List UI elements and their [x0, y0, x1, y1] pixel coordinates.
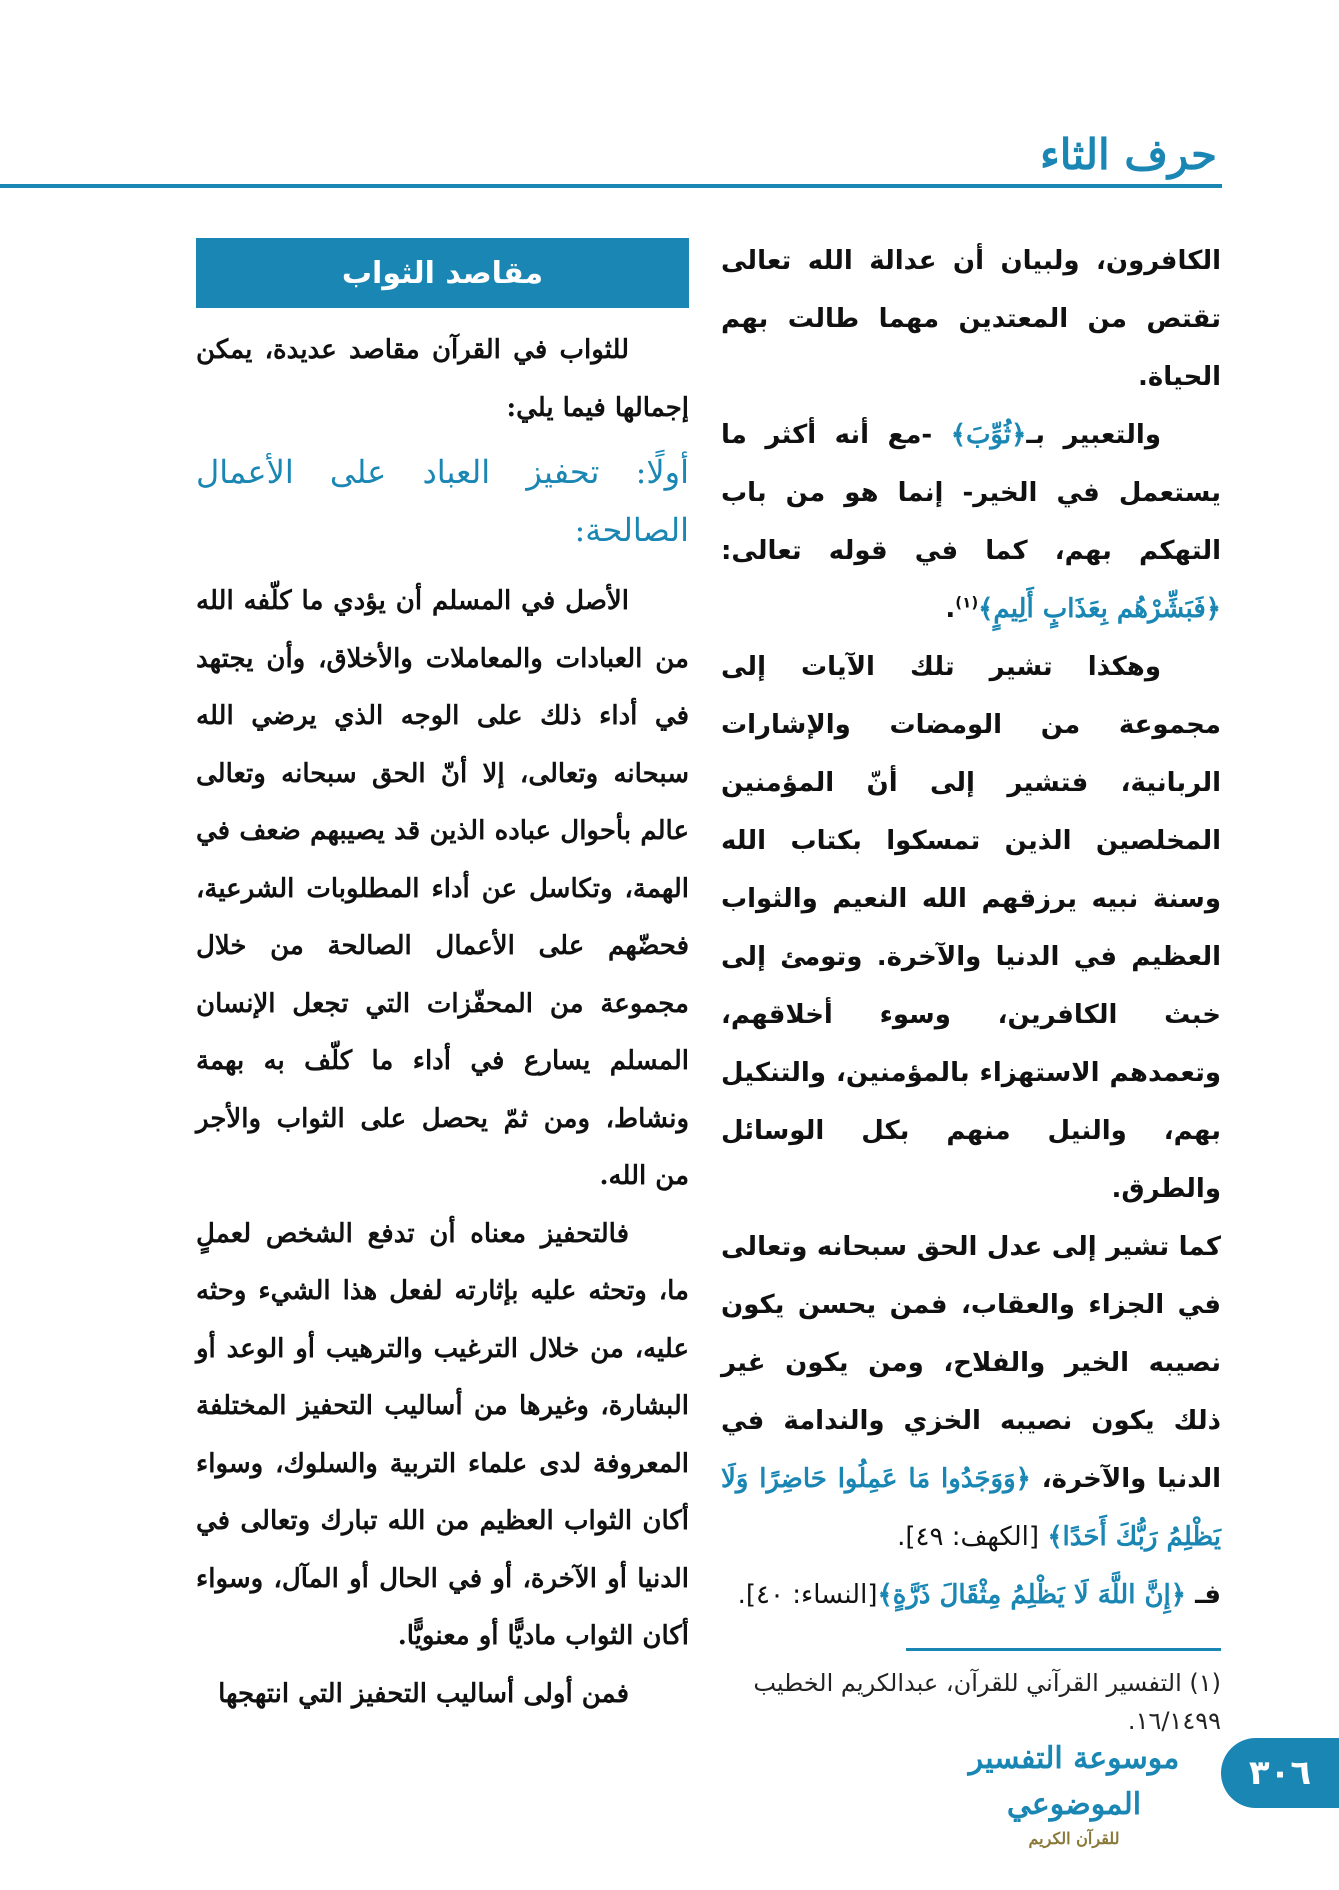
paragraph: فمن أولى أساليب التحفيز التي انتهجها	[218, 1678, 629, 1709]
quran-verse: ﴿إِنَّ اللَّهَ لَا يَظْلِمُ مِثْقَالَ ذَرَّةٍ﴾	[877, 1580, 1187, 1610]
paragraph: فالتحفيز معناه أن تدفع الشخص لعملٍ ما، وتحثه عليه بإثارته لفعل هذا الشيء وحثه عليه، من خلال الترغيب والترهيب أو الوعد أو البشارة، وغيرها من أساليب التحفيز المختلفة المعروفة لدى علماء التربية والسلوك، وسواء أكان الثواب العظيم من الله تبارك وتعالى في الدنيا أو الآخرة، أو في الحال أو المآل، وسواء أكان الثواب ماديًّا أو معنويًّا.	[196, 1218, 689, 1651]
quran-verse: ﴿فَبَشِّرْهُم بِعَذَابٍ أَلِيمٍ﴾	[978, 594, 1221, 624]
section-title: مقاصد الثواب	[196, 238, 689, 308]
verse-reference: [الكهف: ٤٩].	[897, 1522, 1048, 1552]
page-header-title: حرف الثاء	[1040, 130, 1217, 179]
series-logo	[959, 1736, 1189, 1848]
page-number: ٣٠٦	[1221, 1738, 1339, 1808]
header-rule	[0, 184, 1222, 188]
text: .	[945, 594, 956, 624]
logo-subtitle: للقرآن الكريم	[1028, 1829, 1120, 1848]
text: والتعبير بـ	[1026, 420, 1162, 450]
left-column	[196, 238, 689, 1723]
paragraph: وهكذا تشير تلك الآيات إلى مجموعة من الومضات والإشارات الربانية، فتشير إلى أنّ المؤمنين المخلصين الذين تمسكوا بكتاب الله وسنة نبيه يرزقهم الله النعيم والثواب العظيم في الدنيا والآخرة. وتومئ إلى خبث الكافرين، وسوء أخلاقهم، وتعمدهم الاستهزاء بالمؤمنين، والتنكيل بهم، والنيل منهم بكل الوسائل والطرق.	[721, 652, 1221, 1204]
text: كما تشير إلى عدل الحق سبحانه وتعالى في الجزاء والعقاب، فمن يحسن يكون نصيبه الخير والفلاح، ومن يكون غير ذلك يكون نصيبه الخزي والندامة في الدنيا والآخرة،	[721, 1232, 1221, 1494]
paragraph: الكافرون، ولبيان أن عدالة الله تعالى تقتص من المعتدين مهما طالت بهم الحياة.	[721, 246, 1221, 392]
subheading: أولًا: تحفيز العباد على الأعمال الصالحة:	[196, 453, 689, 549]
footnote-rule	[906, 1648, 1221, 1651]
paragraph	[721, 1566, 1221, 1624]
logo-title: موسوعة التفسير الموضوعي	[968, 1741, 1180, 1822]
text: فـ	[1186, 1580, 1221, 1610]
text: -مع أنه أكثر ما يستعمل في الخير- إنما هو من باب التهكم بهم، كما في قوله تعالى:	[721, 420, 1221, 566]
quran-word: ﴿ثُوِّبَ﴾	[950, 420, 1027, 450]
right-column	[721, 232, 1221, 1624]
paragraph: الأصل في المسلم أن يؤدي ما كلّفه الله من العبادات والمعاملات والأخلاق، وأن يجتهد في أداء ذلك على الوجه الذي يرضي الله سبحانه وتعالى، إلا أنّ الحق سبحانه وتعالى عالم بأحوال عباده الذين قد يصيبهم ضعف في الهمة، وتكاسل عن أداء المطلوبات الشرعية، فحضّهم على الأعمال الصالحة من خلال مجموعة من المحفّزات التي تجعل الإنسان المسلم يسارع في أداء ما كلّف به بهمة ونشاط، ومن ثمّ يحصل على الثواب والأجر من الله.	[196, 586, 689, 1191]
quran-verse: ﴿وَوَجَدُوا مَا عَمِلُوا حَاضِرًا وَلَا يَظْلِمُ رَبُّكَ أَحَدًا﴾	[721, 1464, 1221, 1552]
paragraph	[721, 1218, 1221, 1566]
footnote-marker[interactable]: (١)	[955, 593, 979, 612]
footnote: (١) التفسير القرآني للقرآن، عبدالكريم الخطيب ١٦/١٤٩٩.	[753, 1669, 1221, 1735]
paragraph: للثواب في القرآن مقاصد عديدة، يمكن إجمالها فيما يلي:	[196, 335, 689, 423]
verse-reference: [النساء: ٤٠].	[737, 1580, 878, 1610]
paragraph	[721, 406, 1221, 638]
